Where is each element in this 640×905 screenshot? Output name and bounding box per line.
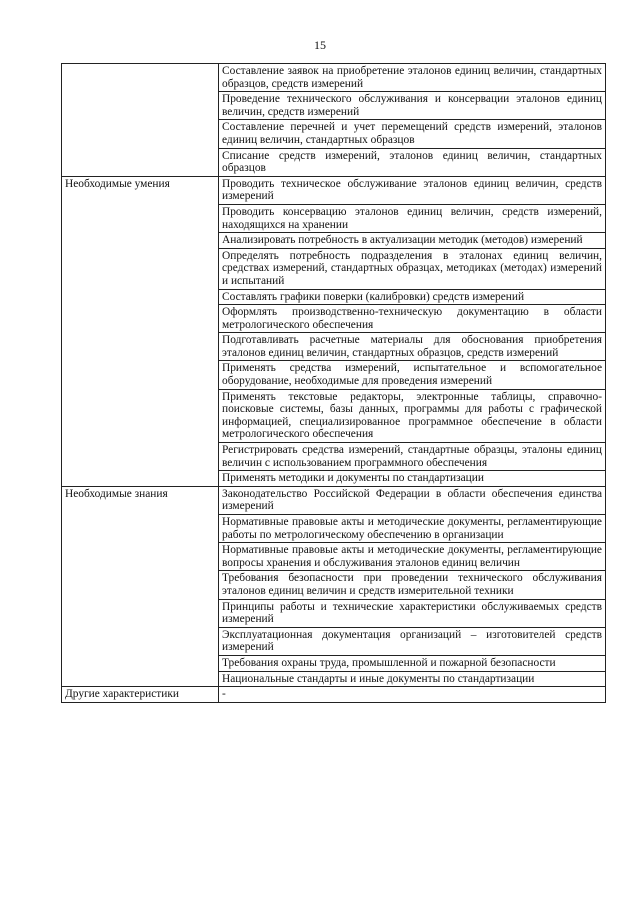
- table-body: [62, 64, 606, 703]
- section-label: [62, 64, 219, 177]
- table-row: [62, 176, 606, 204]
- requirement-item: Требования охраны труда, промышленной и пожарной безопасности: [219, 655, 606, 671]
- section-label: Другие характеристики: [62, 687, 219, 703]
- requirement-item: Составлять графики поверки (калибровки) средств измерений: [219, 289, 606, 305]
- requirement-item: Применять текстовые редакторы, электронные таблицы, справочно-поисковые системы, базы данных, программы для работы с графической информацией, специализированное программное обеспечение в области метрологического обеспечения: [219, 389, 606, 442]
- requirements-table: [61, 63, 606, 703]
- requirement-item: Подготавливать расчетные материалы для обоснования приобретения эталонов единиц величин, стандартных образцов, средств измерений: [219, 333, 606, 361]
- section-label: Необходимые умения: [62, 176, 219, 486]
- requirement-item: Принципы работы и технические характеристики обслуживаемых средств измерений: [219, 599, 606, 627]
- table-row: [62, 486, 606, 514]
- section-label: Необходимые знания: [62, 486, 219, 686]
- requirement-item: -: [219, 687, 606, 703]
- requirement-item: Применять методики и документы по стандартизации: [219, 471, 606, 487]
- requirement-item: Составление перечней и учет перемещений средств измерений, эталонов единиц величин, стандартных образцов: [219, 120, 606, 148]
- requirement-item: Анализировать потребность в актуализации методик (методов) измерений: [219, 233, 606, 249]
- requirement-item: Списание средств измерений, эталонов единиц величин, стандартных образцов: [219, 148, 606, 176]
- requirement-item: Проводить консервацию эталонов единиц величин, средств измерений, находящихся на хранении: [219, 204, 606, 232]
- requirement-item: Требования безопасности при проведении технического обслуживания эталонов единиц величин и средств измерительной техники: [219, 571, 606, 599]
- requirement-item: Составление заявок на приобретение эталонов единиц величин, стандартных образцов, средств измерений: [219, 64, 606, 92]
- requirement-item: Регистрировать средства измерений, стандартные образцы, эталоны единиц величин с использованием программного обеспечения: [219, 443, 606, 471]
- requirement-item: Проведение технического обслуживания и консервации эталонов единиц величин, средств измерений: [219, 92, 606, 120]
- requirement-item: Законодательство Российской Федерации в области обеспечения единства измерений: [219, 486, 606, 514]
- requirement-item: Проводить техническое обслуживание эталонов единиц величин, средств измерений: [219, 176, 606, 204]
- page-number: 15: [314, 38, 326, 52]
- table-row: [62, 687, 606, 703]
- requirement-item: Оформлять производственно-техническую документацию в области метрологического обеспечения: [219, 305, 606, 333]
- requirement-item: Нормативные правовые акты и методические документы, регламентирующие работы по метрологическому обеспечению в организации: [219, 515, 606, 543]
- requirement-item: Эксплуатационная документация организаций – изготовителей средств измерений: [219, 627, 606, 655]
- requirement-item: Применять средства измерений, испытательное и вспомогательное оборудование, необходимые для проведения измерений: [219, 361, 606, 389]
- table-row: [62, 64, 606, 92]
- requirement-item: Национальные стандарты и иные документы по стандартизации: [219, 671, 606, 687]
- requirement-item: Нормативные правовые акты и методические документы, регламентирующие вопросы хранения и обслуживания эталонов единиц величин: [219, 543, 606, 571]
- requirement-item: Определять потребность подразделения в эталонах единиц величин, средствах измерений, стандартных образцах, методиках (методах) измерений и испытаний: [219, 248, 606, 289]
